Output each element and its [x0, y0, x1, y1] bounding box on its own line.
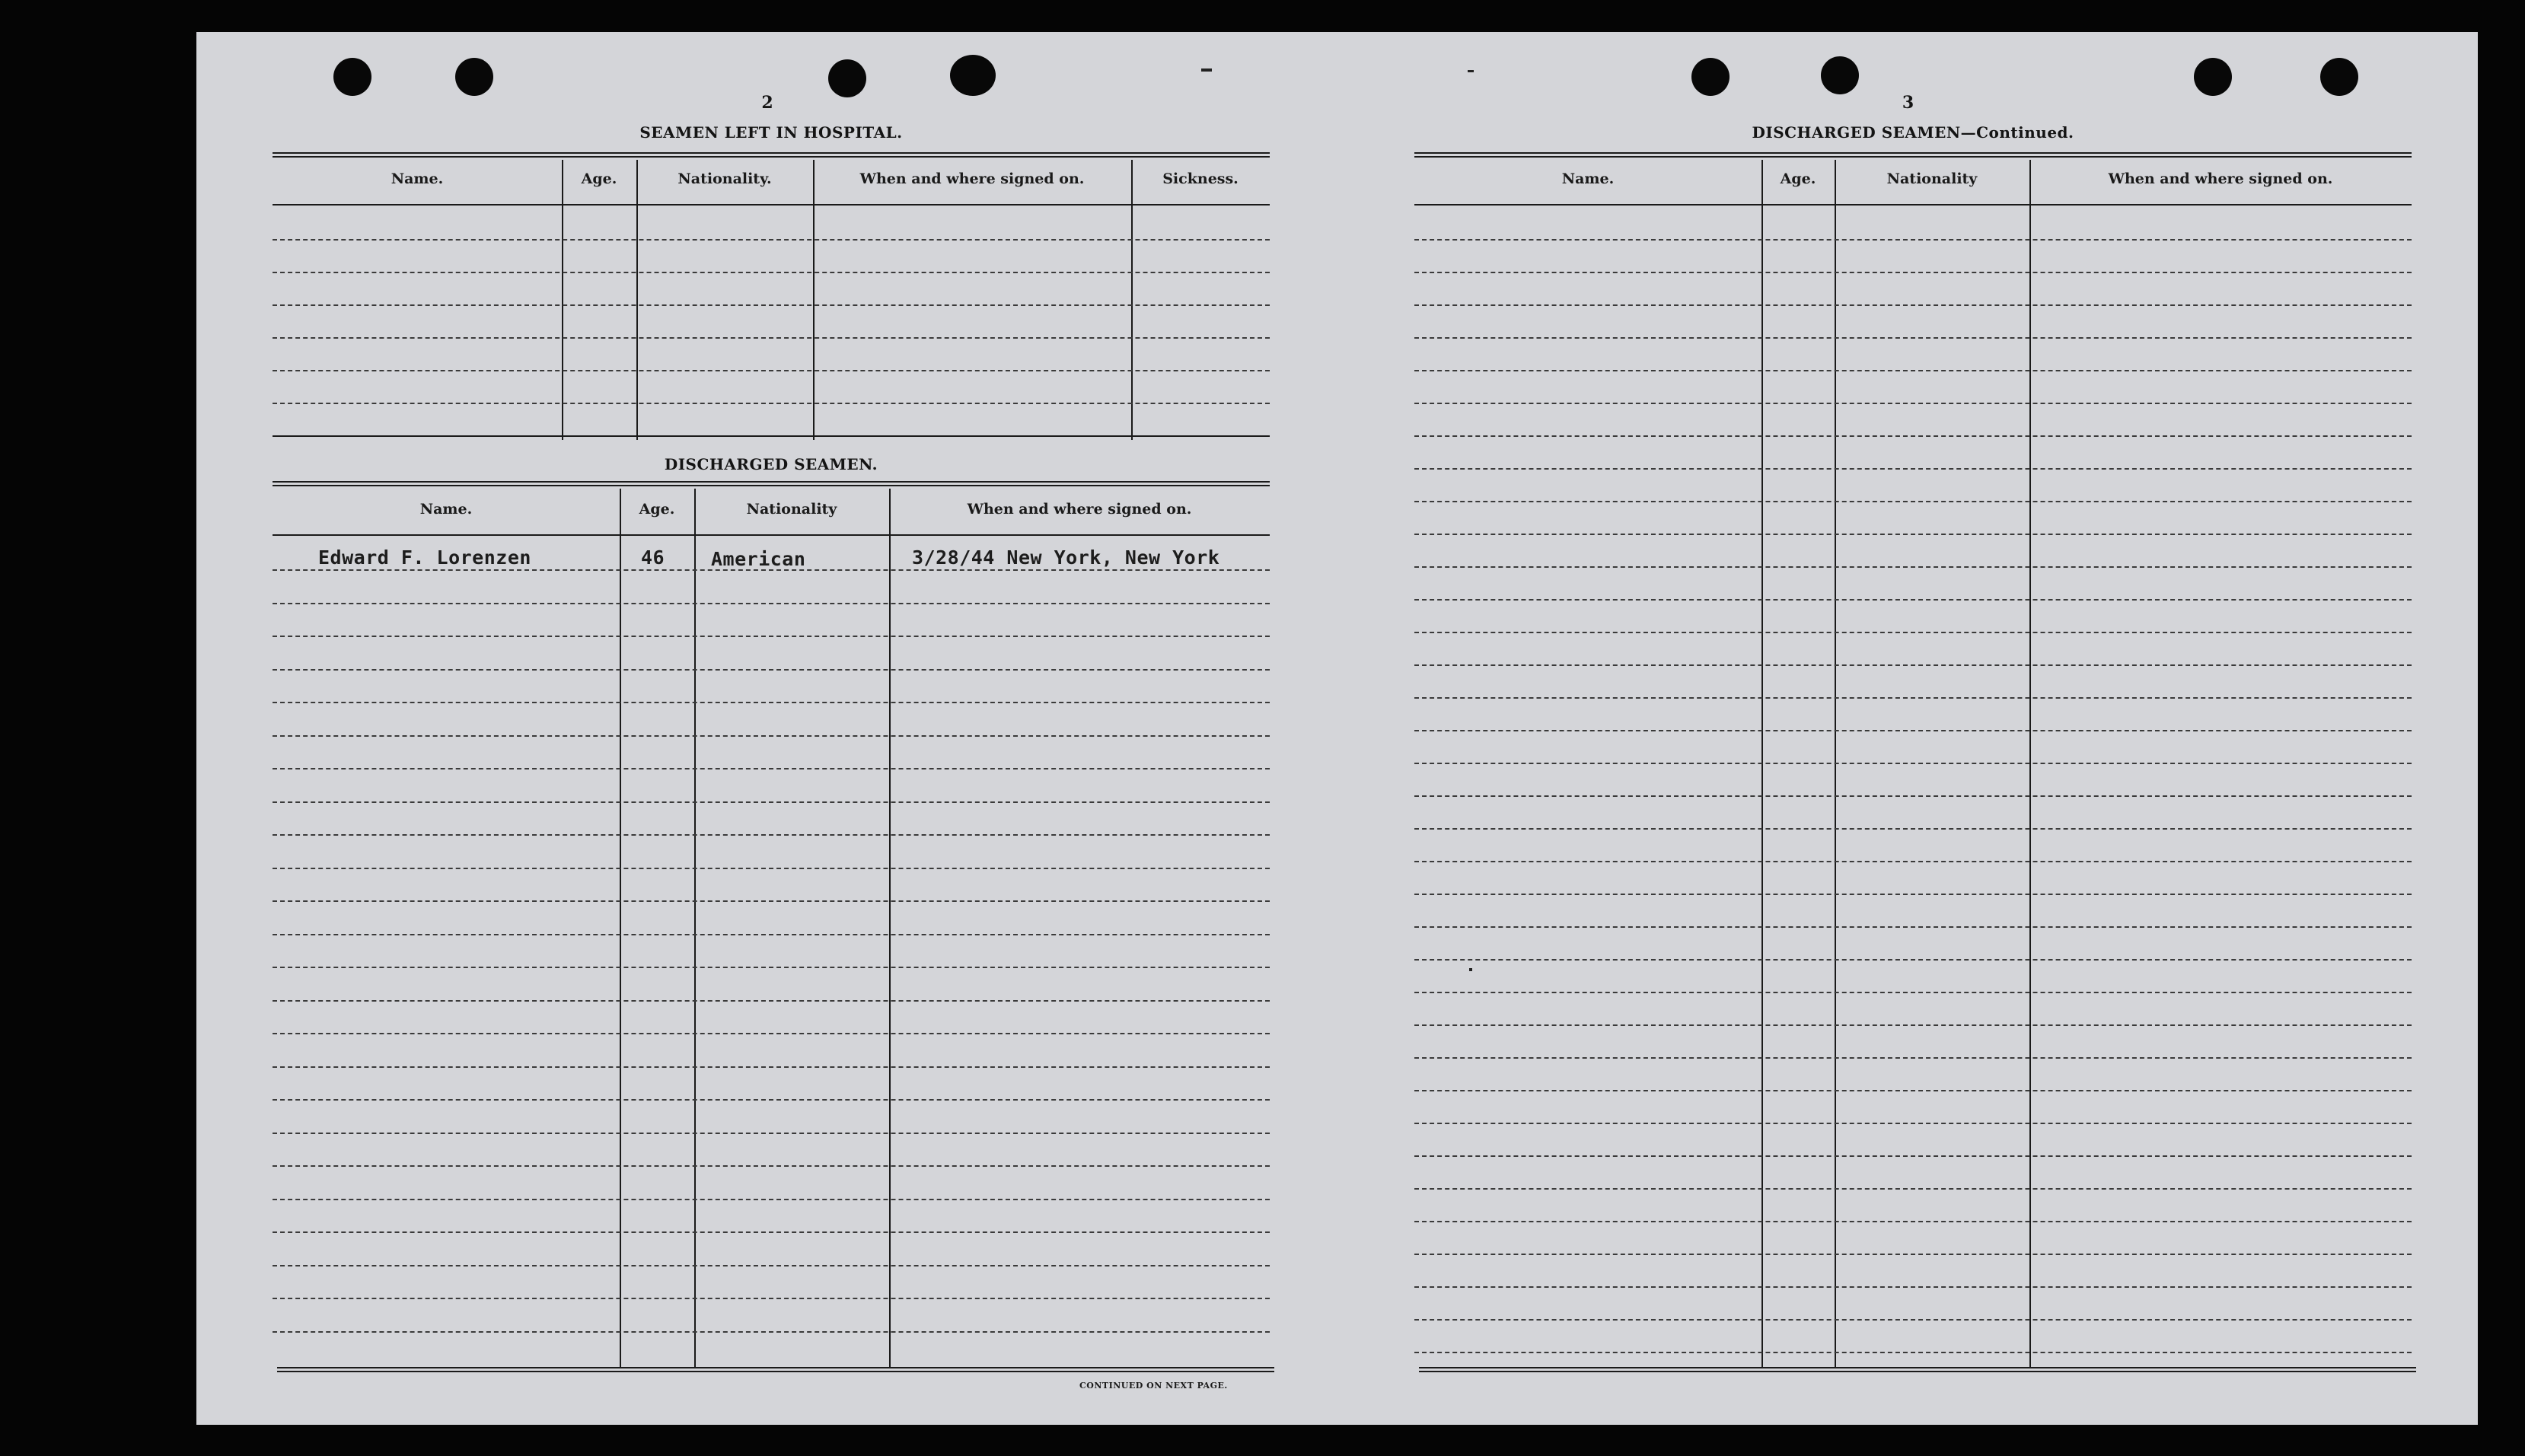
ruled-line: [273, 834, 1270, 836]
right-header-name: Name.: [1561, 170, 1615, 187]
ruled-line: [1414, 304, 2412, 306]
discharged-header-signed-on: When and where signed on.: [967, 501, 1192, 518]
right-header-rule: [1414, 204, 2412, 205]
ruled-line: [273, 768, 1270, 769]
ruled-line: [273, 702, 1270, 703]
ruled-line: [1414, 926, 2412, 928]
ruled-line: [1414, 1123, 2412, 1124]
entry-nationality: American: [711, 548, 806, 570]
ruled-line: [1414, 566, 2412, 568]
ruled-line: [1414, 1188, 2412, 1190]
ruled-line: [1414, 763, 2412, 764]
ruled-line: [273, 1298, 1270, 1299]
discharged-section-title: DISCHARGED SEAMEN.: [664, 455, 878, 473]
ruled-line: [273, 603, 1270, 604]
ruled-line: [1414, 1024, 2412, 1026]
discharged-continued-title: DISCHARGED SEAMEN—Continued.: [1752, 123, 2074, 142]
ruled-line: [273, 1331, 1270, 1333]
hospital-header-age: Age.: [581, 170, 617, 187]
ruled-line: [273, 1099, 1270, 1101]
discharged-header-age: Age.: [639, 501, 675, 518]
ruled-line: [273, 337, 1270, 339]
ruled-line: [1414, 534, 2412, 535]
ruled-line: [1414, 1155, 2412, 1157]
ledger-sheet: [196, 32, 2478, 1425]
ruled-line: [273, 304, 1270, 306]
hospital-header-rule: [273, 204, 1270, 205]
ruled-line: [273, 1199, 1270, 1200]
discharged-header-rule: [273, 534, 1270, 536]
right-top-rule: [1414, 152, 2412, 158]
ruled-line: [1414, 337, 2412, 339]
ruled-line: [1414, 664, 2412, 666]
ruled-line: [1414, 861, 2412, 862]
ruled-line: [273, 569, 1270, 571]
continued-note: CONTINUED ON NEXT PAGE.: [1079, 1381, 1228, 1391]
ruled-line: [273, 272, 1270, 273]
ruled-line: [1414, 894, 2412, 895]
column-divider: [636, 160, 638, 440]
ruled-line: [273, 669, 1270, 671]
ruled-line: [273, 1165, 1270, 1167]
hospital-bottom-rule: [273, 435, 1270, 437]
ruled-line: [1414, 1090, 2412, 1091]
ruled-line: [1414, 239, 2412, 241]
ruled-line: [1414, 828, 2412, 830]
column-divider: [813, 160, 815, 440]
ruled-line: [1414, 272, 2412, 273]
left-page: [196, 32, 1338, 1425]
right-page: [1338, 32, 2478, 1425]
right-header-age: Age.: [1780, 170, 1816, 187]
ruled-line: [1414, 370, 2412, 371]
column-divider: [694, 489, 696, 1367]
ruled-line: [1414, 1352, 2412, 1353]
ruled-line: [273, 1133, 1270, 1134]
ruled-line: [1414, 795, 2412, 797]
column-divider: [1131, 160, 1133, 440]
right-header-signed-on: When and where signed on.: [2108, 170, 2333, 187]
discharged-header-name: Name.: [419, 501, 473, 518]
ruled-line: [1414, 501, 2412, 502]
ruled-line: [1414, 697, 2412, 699]
ruled-line: [1414, 959, 2412, 961]
ruled-line: [273, 1000, 1270, 1002]
ruled-line: [273, 735, 1270, 737]
ruled-line: [1414, 403, 2412, 404]
hospital-header-sickness: Sickness.: [1162, 170, 1239, 187]
entry-signed-on: 3/28/44 New York, New York: [912, 546, 1220, 569]
column-divider: [889, 489, 891, 1367]
discharged-header-nationality: Nationality: [746, 501, 837, 518]
ruled-line: [273, 403, 1270, 404]
ruled-line: [1414, 1286, 2412, 1288]
column-divider: [620, 489, 621, 1367]
ruled-line: [1414, 468, 2412, 470]
ruled-line: [273, 1231, 1270, 1233]
ruled-line: [1414, 992, 2412, 993]
entry-name: Edward F. Lorenzen: [318, 546, 531, 569]
page-number: 2: [761, 93, 773, 113]
hospital-section-title: SEAMEN LEFT IN HOSPITAL.: [639, 123, 903, 142]
ruled-line: [273, 868, 1270, 869]
ruled-line: [1414, 599, 2412, 601]
discharged-top-rule: [273, 481, 1270, 486]
hospital-header-signed-on: When and where signed on.: [859, 170, 1085, 187]
ruled-line: [273, 636, 1270, 637]
right-bottom-rule: [1419, 1367, 2416, 1372]
ruled-line: [273, 934, 1270, 935]
ruled-line: [273, 967, 1270, 968]
ruled-line: [1414, 730, 2412, 731]
ruled-line: [1414, 1057, 2412, 1059]
hospital-header-nationality: Nationality.: [677, 170, 772, 187]
ruled-line: [1414, 1319, 2412, 1321]
page-number: 3: [1902, 93, 1914, 113]
column-divider: [562, 160, 563, 440]
hospital-header-name: Name.: [391, 170, 444, 187]
ruled-line: [1414, 1221, 2412, 1222]
right-header-nationality: Nationality: [1886, 170, 1978, 187]
ruled-line: [273, 900, 1270, 902]
ruled-line: [273, 1033, 1270, 1034]
ruled-line: [273, 1265, 1270, 1266]
ruled-line: [273, 370, 1270, 371]
ruled-line: [273, 801, 1270, 803]
hospital-top-rule: [273, 152, 1270, 158]
ruled-line: [1414, 435, 2412, 437]
ruled-line: [273, 1066, 1270, 1068]
discharged-bottom-rule: [277, 1367, 1274, 1372]
ruled-line: [1414, 632, 2412, 633]
ruled-line: [1414, 1254, 2412, 1255]
ruled-line: [273, 239, 1270, 241]
entry-age: 46: [641, 546, 665, 569]
